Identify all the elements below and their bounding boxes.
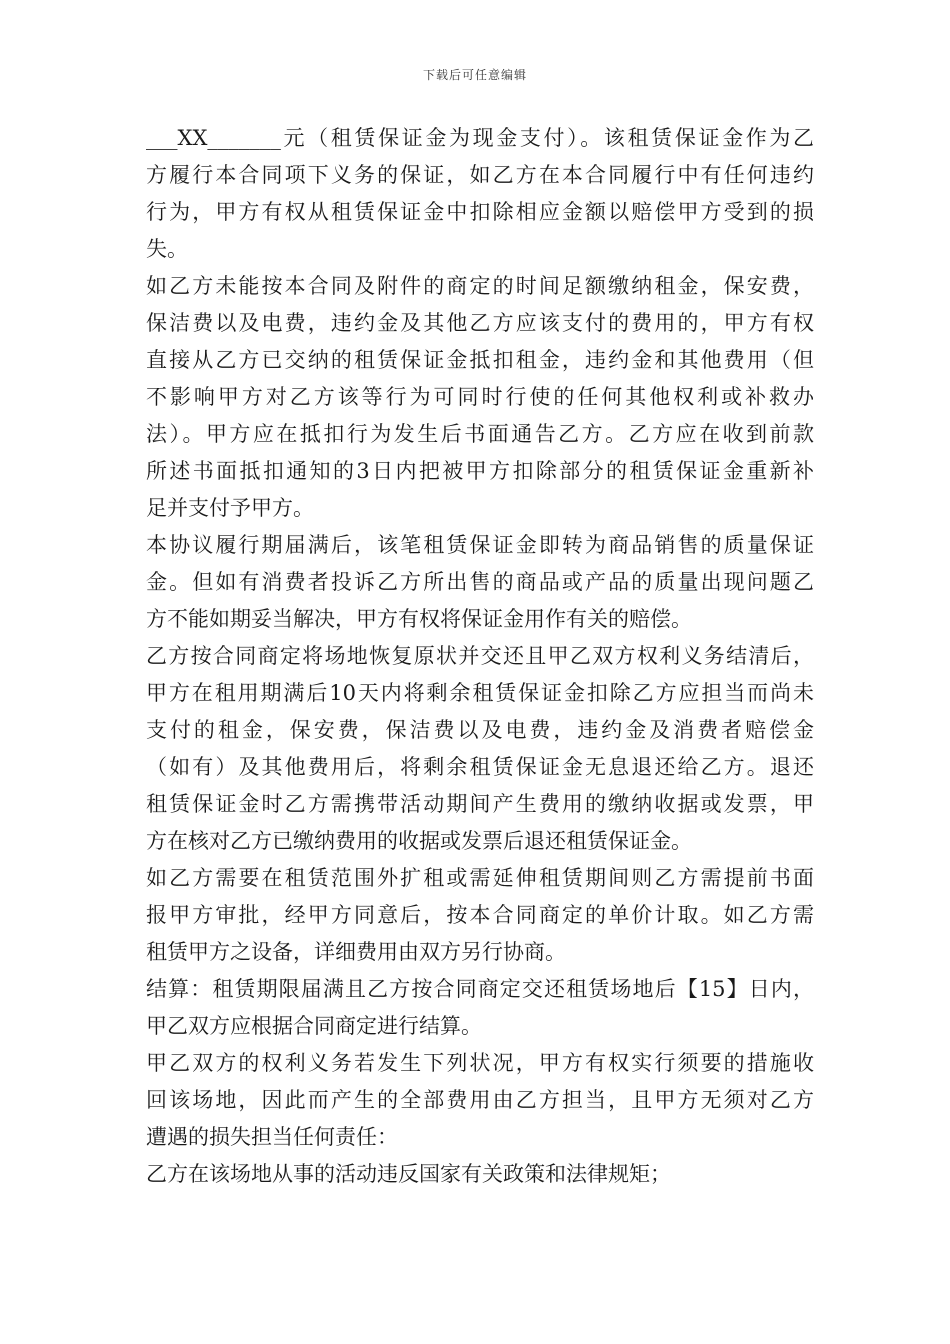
text-line: 租赁甲方之设备，详细费用由双方另行协商。 (146, 940, 566, 964)
text-line: （如有）及其他费用后，将剩余租赁保证金无息退还给乙方。退还 (146, 755, 814, 779)
text-line: 保洁费以及电费，违约金及其他乙方应该支付的费用的，甲方有权 (146, 311, 814, 335)
contract-body (146, 120, 814, 1193)
text-line: 支付的租金，保安费，保洁费以及电费，违约金及消费者赔偿金 (146, 718, 814, 742)
text-line: 甲乙双方应根据合同商定进行结算。 (146, 1014, 482, 1038)
text-line: 报甲方审批，经甲方同意后，按本合同商定的单价计取。如乙方需 (146, 903, 814, 927)
page-header-note: 下载后可任意编辑 (422, 68, 527, 82)
text-line: 结算：租赁期限届满且乙方按合同商定交还租赁场地后【15】日内， (146, 977, 814, 1001)
text-line: 方履行本合同项下义务的保证，如乙方在本合同履行中有任何违约 (146, 163, 814, 187)
text-line: 回该场地，因此而产生的全部费用由乙方担当，且甲方无须对乙方 (146, 1088, 814, 1112)
text-line: 甲方在租用期满后10天内将剩余租赁保证金扣除乙方应担当而尚未 (146, 681, 814, 705)
text-line: 足并支付予甲方。 (146, 496, 314, 520)
text-line: 金。但如有消费者投诉乙方所出售的商品或产品的质量出现问题乙 (146, 570, 814, 594)
text-line: 方不能如期妥当解决，甲方有权将保证金用作有关的赔偿。 (146, 607, 692, 631)
text-line: 所述书面抵扣通知的3日内把被甲方扣除部分的租赁保证金重新补 (146, 459, 814, 483)
text-line: 租赁保证金时乙方需携带活动期间产生费用的缴纳收据或发票，甲 (146, 792, 814, 816)
text-line: 不影响甲方对乙方该等行为可同时行使的任何其他权利或补救办 (146, 385, 814, 409)
text-line: 甲乙双方的权利义务若发生下列状况，甲方有权实行须要的措施收 (146, 1051, 814, 1075)
text-line: 法）。甲方应在抵扣行为发生后书面通告乙方。乙方应在收到前款 (146, 422, 814, 446)
text-line: 如乙方未能按本合同及附件的商定的时间足额缴纳租金，保安费， (146, 274, 814, 298)
text-line: 本协议履行期届满后，该笔租赁保证金即转为商品销售的质量保证 (146, 533, 814, 557)
text-line: 遭遇的损失担当任何责任： (146, 1125, 398, 1149)
text-line: 失。 (146, 237, 188, 261)
text-line: ___XX_______元（租赁保证金为现金支付）。该租赁保证金作为乙 (146, 126, 814, 150)
text-line: 行为，甲方有权从租赁保证金中扣除相应金额以赔偿甲方受到的损 (146, 200, 814, 224)
text-line: 乙方在该场地从事的活动违反国家有关政策和法律规矩； (146, 1162, 671, 1186)
text-line: 直接从乙方已交纳的租赁保证金抵扣租金，违约金和其他费用（但 (146, 348, 814, 372)
text-line: 乙方按合同商定将场地恢复原状并交还且甲乙双方权利义务结清后， (146, 644, 814, 668)
text-line: 方在核对乙方已缴纳费用的收据或发票后退还租赁保证金。 (146, 829, 692, 853)
text-line: 如乙方需要在租赁范围外扩租或需延伸租赁期间则乙方需提前书面 (146, 866, 814, 890)
